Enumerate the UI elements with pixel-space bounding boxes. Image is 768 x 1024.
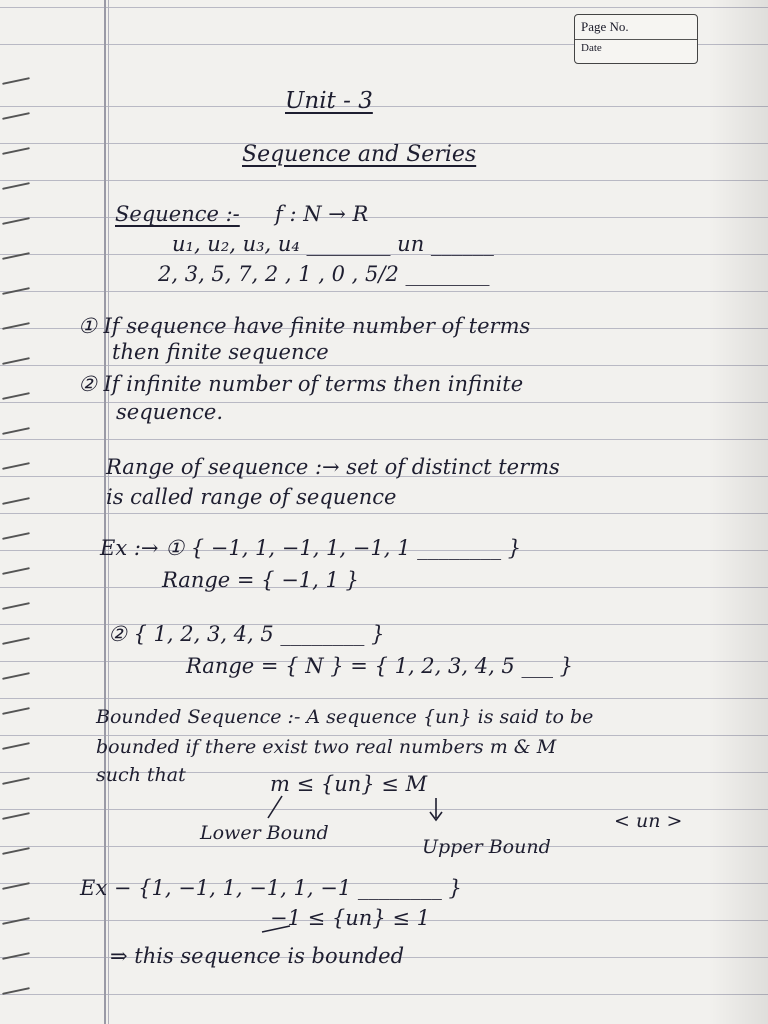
example-3-inequality: −1 ≤ {un} ≤ 1: [270, 906, 430, 930]
point-2-line-a: ② If infinite number of terms then infinite: [78, 372, 524, 396]
example-2-sequence: ② { 1, 2, 3, 4, 5 ________ }: [108, 622, 385, 646]
bounded-conclusion: ⇒ this sequence is bounded: [110, 944, 405, 968]
example-2-range: Range = { N } = { 1, 2, 3, 4, 5 ___ }: [186, 654, 574, 678]
example-1-sequence: Ex :→ ① { −1, 1, −1, 1, −1, 1 ________ }: [100, 536, 522, 560]
lower-bound-label: Lower Bound: [200, 822, 329, 844]
page-subtitle: Sequence and Series: [242, 142, 477, 167]
page-title: Unit - 3: [285, 88, 373, 114]
bounded-inequality: m ≤ {un} ≤ M: [270, 772, 428, 796]
bounded-definition-b: bounded if there exist two real numbers m & M: [96, 736, 557, 758]
range-definition-b: is called range of sequence: [106, 485, 397, 509]
upper-bound-label: Upper Bound: [422, 836, 551, 858]
example-terms: 2, 3, 5, 7, 2 , 1 , 0 , 5/2 ________: [158, 262, 490, 286]
example-3-sequence: Ex − {1, −1, 1, −1, 1, −1 ________ }: [80, 876, 462, 900]
date-label: Date: [581, 42, 602, 54]
page-no-label: Page No.: [581, 19, 629, 34]
sequence-map: f : N → R: [275, 202, 369, 226]
point-1-line-b: then finite sequence: [112, 340, 329, 364]
sequence-label: Sequence :-: [115, 202, 240, 226]
point-1-line-a: ① If sequence have finite number of terms: [78, 314, 531, 338]
point-2-line-b: sequence.: [116, 400, 223, 424]
bounded-definition-c: such that: [96, 764, 186, 786]
angle-sequence-notation: < un >: [614, 810, 683, 832]
bounded-definition-a: Bounded Sequence :- A sequence {un} is said to be: [96, 706, 594, 728]
example-1-range: Range = { −1, 1 }: [162, 568, 359, 592]
range-definition-a: Range of sequence :→ set of distinct terms: [106, 455, 560, 479]
sequence-terms: u₁, u₂, u₃, u₄ ________ un ______: [172, 232, 494, 256]
